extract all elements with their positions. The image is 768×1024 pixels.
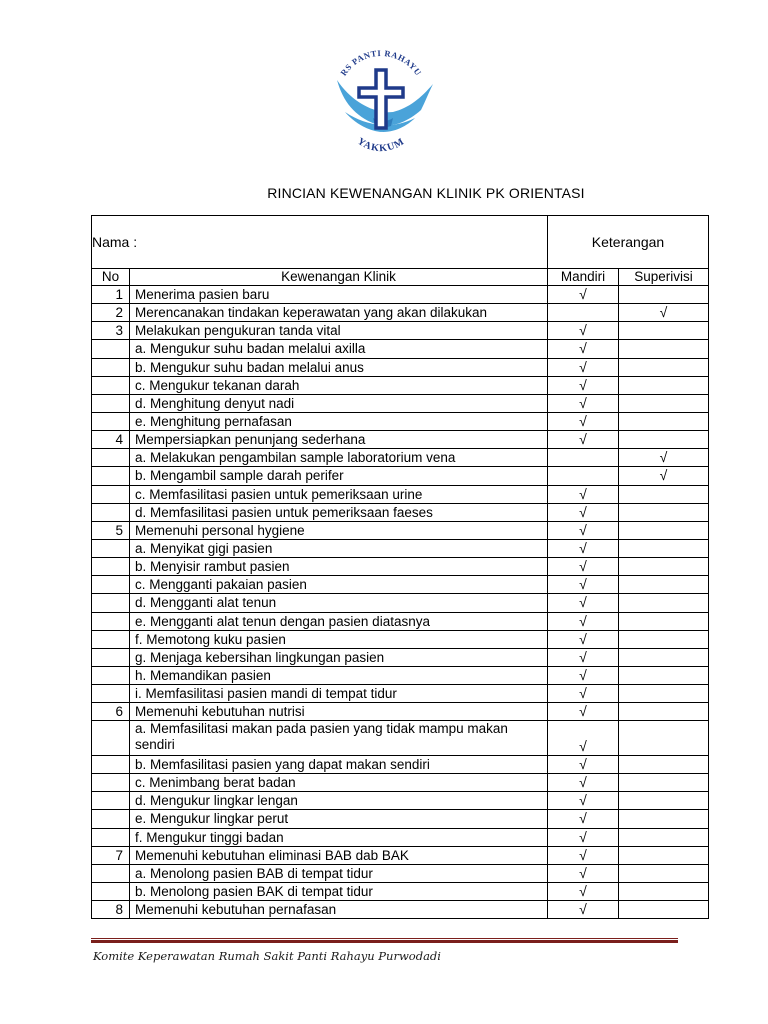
row-number: 3 [92,322,130,340]
row-item-text: e. Menghitung pernafasan [130,412,548,430]
table-row [92,828,709,846]
mandiri-check: √ [548,810,619,828]
supervisi-check: √ [619,304,709,322]
name-field-label: Nama : [92,216,548,269]
table-row [92,846,709,864]
mandiri-check: √ [548,755,619,773]
row-number [92,755,130,773]
table-row [92,648,709,666]
row-number [92,666,130,684]
row-item-text: Memenuhi kebutuhan nutrisi [130,703,548,721]
table-row [92,612,709,630]
supervisi-check: √ [619,467,709,485]
mandiri-check: √ [548,648,619,666]
supervisi-check [619,828,709,846]
hospital-logo [325,50,437,160]
supervisi-check: √ [619,449,709,467]
row-number [92,685,130,703]
row-number: 7 [92,846,130,864]
mandiri-check: √ [548,358,619,376]
row-item-text: d. Menghitung denyut nadi [130,394,548,412]
table-row [92,376,709,394]
row-item-text: e. Mengukur lingkar perut [130,810,548,828]
supervisi-check [619,358,709,376]
table-row [92,539,709,557]
table-row [92,755,709,773]
svg-text:YAKKUM: YAKKUM [355,135,407,155]
mandiri-check: √ [548,412,619,430]
mandiri-check: √ [548,864,619,882]
row-number [92,467,130,485]
row-number [92,503,130,521]
mandiri-check: √ [548,774,619,792]
supervisi-check [619,539,709,557]
mandiri-check: √ [548,431,619,449]
supervisi-check [619,412,709,430]
table-row [92,340,709,358]
row-item-text: f. Memotong kuku pasien [130,630,548,648]
row-item-text: c. Mengganti pakaian pasien [130,576,548,594]
table-row [92,792,709,810]
mandiri-check: √ [548,721,619,756]
supervisi-check [619,594,709,612]
column-header-item: Kewenangan Klinik [130,269,548,286]
supervisi-check [619,685,709,703]
supervisi-check [619,810,709,828]
row-item-text: a. Mengukur suhu badan melalui axilla [130,340,548,358]
row-item-text: d. Mengganti alat tenun [130,594,548,612]
mandiri-check: √ [548,286,619,304]
table-row [92,485,709,503]
supervisi-check [619,521,709,539]
row-item-text: b. Memfasilitasi pasien yang dapat makan sendiri [130,755,548,773]
mandiri-check [548,304,619,322]
table-row [92,594,709,612]
mandiri-check: √ [548,846,619,864]
row-item-text: Memenuhi personal hygiene [130,521,548,539]
svg-text:RS PANTI RAHAYU: RS PANTI RAHAYU [338,50,424,78]
row-number [92,485,130,503]
row-item-text: Menerima pasien baru [130,286,548,304]
supervisi-check [619,648,709,666]
form-header-row [92,216,709,269]
row-item-text: c. Menimbang berat badan [130,774,548,792]
supervisi-check [619,558,709,576]
row-item-text: b. Mengukur suhu badan melalui anus [130,358,548,376]
row-number [92,594,130,612]
table-row [92,304,709,322]
row-number [92,864,130,882]
supervisi-check [619,630,709,648]
row-item-text: Memenuhi kebutuhan eliminasi BAB dab BAK [130,846,548,864]
row-number: 4 [92,431,130,449]
mandiri-check: √ [548,594,619,612]
table-row [92,774,709,792]
row-item-text: b. Menolong pasien BAK di tempat tidur [130,882,548,900]
keterangan-label: Keterangan [548,216,709,269]
mandiri-check: √ [548,685,619,703]
row-item-text: Merencanakan tindakan keperawatan yang akan dilakukan [130,304,548,322]
document-title: RINCIAN KEWENANGAN KLINIK PK ORIENTASI [267,185,585,201]
supervisi-check [619,901,709,919]
column-header-mandiri: Mandiri [548,269,619,286]
mandiri-check: √ [548,521,619,539]
supervisi-check [619,485,709,503]
table-body [92,286,709,919]
row-number [92,376,130,394]
row-number [92,882,130,900]
row-item-text: Melakukan pengukuran tanda vital [130,322,548,340]
table-row [92,322,709,340]
supervisi-check [619,503,709,521]
table-row [92,503,709,521]
table-row [92,882,709,900]
mandiri-check: √ [548,340,619,358]
row-item-text: g. Menjaga kebersihan lingkungan pasien [130,648,548,666]
row-number [92,340,130,358]
footer-text: Komite Keperawatan Rumah Sakit Panti Rahayu Purwodadi [93,949,441,963]
supervisi-check [619,666,709,684]
row-item-text: Memenuhi kebutuhan pernafasan [130,901,548,919]
row-item-text: b. Menyisir rambut pasien [130,558,548,576]
table-row [92,576,709,594]
row-number [92,810,130,828]
supervisi-check [619,376,709,394]
row-item-text: a. Menolong pasien BAB di tempat tidur [130,864,548,882]
row-number: 2 [92,304,130,322]
mandiri-check: √ [548,828,619,846]
supervisi-check [619,576,709,594]
footer-divider [91,938,678,943]
supervisi-check [619,612,709,630]
table-row [92,394,709,412]
table-row [92,721,709,756]
row-number [92,612,130,630]
supervisi-check [619,864,709,882]
row-item-text: e. Mengganti alat tenun dengan pasien diatasnya [130,612,548,630]
row-item-text: f. Mengukur tinggi badan [130,828,548,846]
column-header-supervisi: Superivisi [619,269,709,286]
row-item-text: a. Melakukan pengambilan sample laboratorium vena [130,449,548,467]
mandiri-check: √ [548,882,619,900]
mandiri-check: √ [548,703,619,721]
mandiri-check: √ [548,485,619,503]
column-header-no: No [92,269,130,286]
row-number [92,558,130,576]
table-row [92,703,709,721]
row-number [92,576,130,594]
supervisi-check [619,774,709,792]
mandiri-check: √ [548,901,619,919]
row-item-text: c. Mengukur tekanan darah [130,376,548,394]
table-row [92,449,709,467]
supervisi-check [619,792,709,810]
row-number [92,394,130,412]
table-row [92,412,709,430]
mandiri-check: √ [548,503,619,521]
mandiri-check: √ [548,376,619,394]
mandiri-check: √ [548,792,619,810]
mandiri-check: √ [548,394,619,412]
row-number [92,630,130,648]
row-number: 6 [92,703,130,721]
table-row [92,358,709,376]
row-number [92,449,130,467]
mandiri-check: √ [548,322,619,340]
row-number [92,721,130,756]
row-item-text: Mempersiapkan penunjang sederhana [130,431,548,449]
column-header-row [92,269,709,286]
row-item-text: a. Menyikat gigi pasien [130,539,548,557]
mandiri-check: √ [548,630,619,648]
mandiri-check [548,449,619,467]
supervisi-check [619,286,709,304]
row-number [92,412,130,430]
table-row [92,431,709,449]
table-row [92,685,709,703]
mandiri-check: √ [548,612,619,630]
table-row [92,558,709,576]
table-row [92,467,709,485]
row-item-text: i. Memfasilitasi pasien mandi di tempat tidur [130,685,548,703]
supervisi-check [619,846,709,864]
row-number [92,648,130,666]
mandiri-check: √ [548,539,619,557]
table-row [92,630,709,648]
table-row [92,521,709,539]
mandiri-check: √ [548,558,619,576]
supervisi-check [619,721,709,756]
row-item-text: a. Memfasilitasi makan pada pasien yang tidak mampu makan sendiri [130,721,548,756]
mandiri-check: √ [548,576,619,594]
row-number: 5 [92,521,130,539]
supervisi-check [619,882,709,900]
supervisi-check [619,431,709,449]
row-number: 8 [92,901,130,919]
table-row [92,864,709,882]
row-number [92,539,130,557]
table-row [92,810,709,828]
row-item-text: d. Mengukur lingkar lengan [130,792,548,810]
supervisi-check [619,340,709,358]
row-number [92,792,130,810]
row-item-text: b. Mengambil sample darah perifer [130,467,548,485]
supervisi-check [619,394,709,412]
row-item-text: h. Memandikan pasien [130,666,548,684]
supervisi-check [619,703,709,721]
table-row [92,666,709,684]
row-item-text: d. Memfasilitasi pasien untuk pemeriksaan faeses [130,503,548,521]
row-number [92,358,130,376]
mandiri-check: √ [548,666,619,684]
row-number: 1 [92,286,130,304]
row-number [92,828,130,846]
row-item-text: c. Memfasilitasi pasien untuk pemeriksaan urine [130,485,548,503]
supervisi-check [619,322,709,340]
mandiri-check [548,467,619,485]
table-row [92,901,709,919]
row-number [92,774,130,792]
table-row [92,286,709,304]
clinical-authority-table [91,215,709,919]
supervisi-check [619,755,709,773]
